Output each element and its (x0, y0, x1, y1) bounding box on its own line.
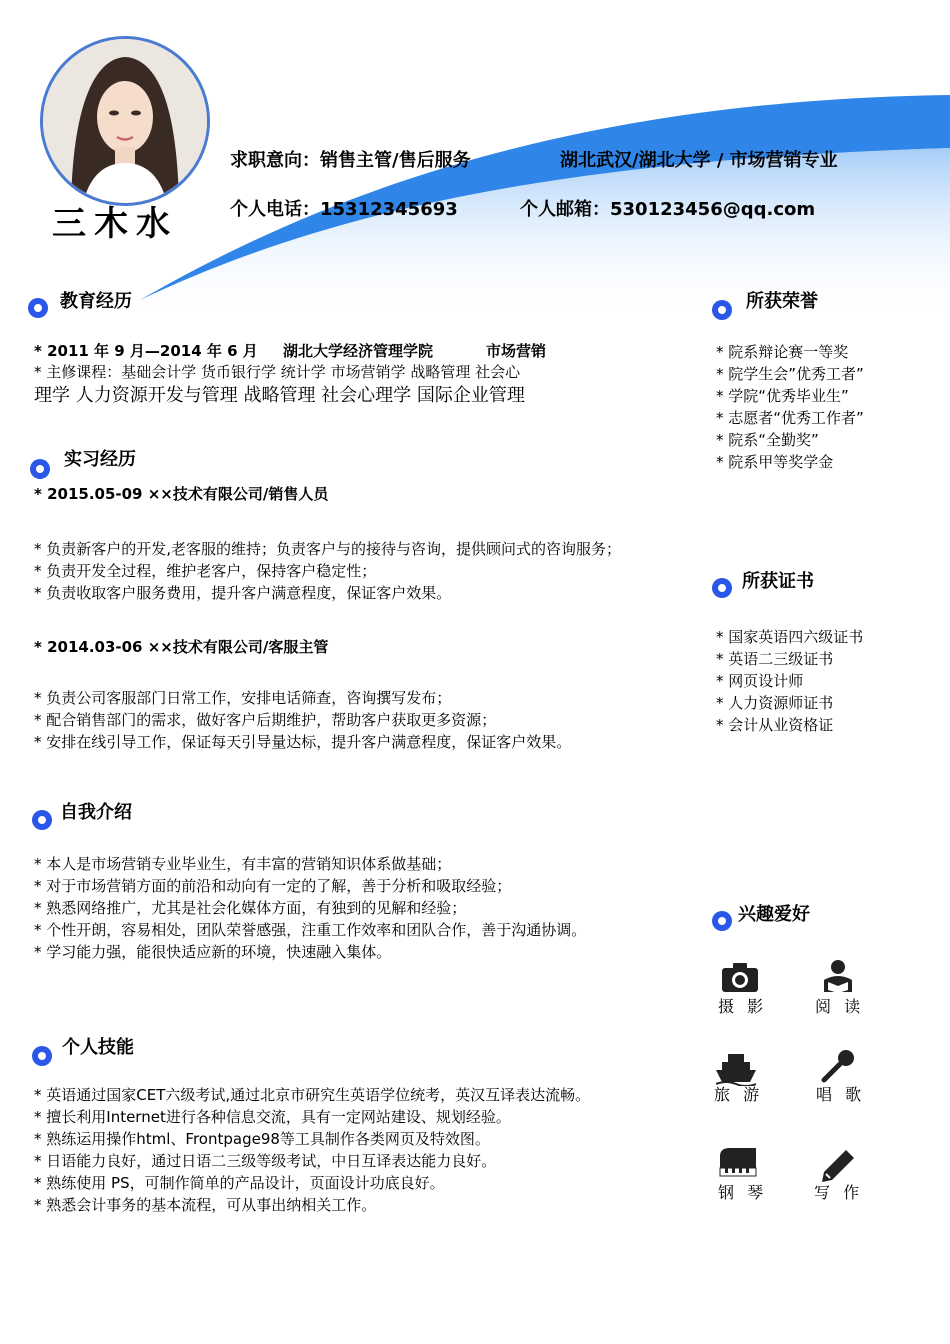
job2-item: * 配合销售部门的需求，做好客户后期维护，帮助客户获取更多资源； (34, 711, 497, 729)
job1-item: * 负责收取客户服务费用，提升客户满意程度，保证客户效果。 (34, 584, 452, 602)
skills-item: * 日语能力良好，通过日语二三级等级考试，中日互译表达能力良好。 (34, 1152, 497, 1170)
internship-title: 实习经历 (64, 449, 136, 470)
skills-item: * 英语通过国家CET六级考试,通过北京市研究生英语学位统考，英汉互译表达流畅。 (34, 1086, 591, 1104)
self-intro-item: * 熟悉网络推广，尤其是社会化媒体方面，有独到的见解和经验； (34, 899, 467, 917)
section-bullet-icon (712, 300, 732, 320)
skills-item: * 熟练运用操作html、Frontpage98等工具制作各类网页及特效图。 (34, 1130, 490, 1148)
honor-item: * 院学生会”优秀工者” (716, 365, 864, 383)
pencil-icon (818, 1148, 858, 1184)
self-intro-item: * 对于市场营销方面的前沿和动向有一定的了解，善于分析和吸取经验； (34, 877, 512, 895)
section-bullet-icon (32, 1046, 52, 1066)
hobby-label: 写 作 (814, 1183, 864, 1202)
honor-item: * 志愿者“优秀工作者” (716, 409, 864, 427)
microphone-icon (818, 1048, 858, 1084)
avatar (40, 36, 210, 206)
cert-item: * 英语二三级证书 (716, 650, 834, 668)
job-intent: 求职意向：销售主管/售后服务 (230, 150, 471, 171)
self-intro-item: * 本人是市场营销专业毕业生，有丰富的营销知识体系做基础； (34, 855, 452, 873)
hobby-label: 唱 歌 (816, 1085, 866, 1104)
camera-icon (720, 960, 760, 996)
cert-item: * 网页设计师 (716, 672, 804, 690)
self-intro-item: * 学习能力强，能很快适应新的环境，快速融入集体。 (34, 943, 392, 961)
honor-item: * 院系辩论赛一等奖 (716, 343, 849, 361)
hobby-label: 钢 琴 (718, 1183, 768, 1202)
education-school: 湖北大学经济管理学院 (283, 342, 434, 360)
self-intro-title: 自我介绍 (60, 802, 132, 823)
cert-item: * 国家英语四六级证书 (716, 628, 864, 646)
education-date: * 2011 年 9 月—2014 年 6 月 (34, 342, 258, 360)
education-title: 教育经历 (60, 291, 132, 312)
cert-item: * 会计从业资格证 (716, 716, 834, 734)
portrait-image (43, 39, 207, 203)
education-courses-cont: 理学 人力资源开发与管理 战略管理 社会心理学 国际企业管理 (34, 385, 525, 406)
skills-item: * 熟练使用 PS，可制作简单的产品设计，页面设计功底良好。 (34, 1174, 445, 1192)
education-courses: * 主修课程：基础会计学 货币银行学 统计学 市场营销学 战略管理 社会心 (34, 363, 521, 381)
job1-head: * 2015.05-09 ××技术有限公司/销售人员 (34, 485, 329, 503)
piano-icon (718, 1146, 758, 1182)
self-intro-item: * 个性开朗，容易相处，团队荣誉感强，注重工作效率和团队合作，善于沟通协调。 (34, 921, 587, 939)
candidate-name: 三木水 (52, 204, 178, 244)
skills-title: 个人技能 (62, 1037, 134, 1058)
job2-item: * 负责公司客服部门日常工作，安排电话筛查，咨询撰写发布； (34, 689, 452, 707)
education-major: 市场营销 (486, 342, 547, 360)
hobby-label: 旅 游 (714, 1085, 764, 1104)
cert-item: * 人力资源师证书 (716, 694, 834, 712)
skills-item: * 熟悉会计事务的基本流程，可从事出纳相关工作。 (34, 1196, 377, 1214)
honors-title: 所获荣誉 (746, 291, 818, 312)
location-school: 湖北武汉/湖北大学 / 市场营销专业 (560, 150, 838, 171)
job2-item: * 安排在线引导工作，保证每天引导量达标，提升客户满意程度，保证客户效果。 (34, 733, 572, 751)
phone: 个人电话：15312345693 (230, 199, 458, 220)
job2-head: * 2014.03-06 ××技术有限公司/客服主管 (34, 638, 329, 656)
reading-icon (818, 958, 858, 994)
email: 个人邮箱：530123456@qq.com (520, 199, 816, 220)
job1-item: * 负责开发全过程，维护老客户，保持客户稳定性； (34, 562, 377, 580)
certs-title: 所获证书 (742, 571, 814, 592)
section-bullet-icon (28, 298, 48, 318)
section-bullet-icon (712, 578, 732, 598)
section-bullet-icon (712, 911, 732, 931)
ship-icon (716, 1050, 756, 1086)
hobby-label: 阅 读 (815, 997, 865, 1016)
honor-item: * 学院“优秀毕业生” (716, 387, 849, 405)
hobbies-title: 兴趣爱好 (738, 904, 810, 925)
section-bullet-icon (32, 810, 52, 830)
honor-item: * 院系甲等奖学金 (716, 453, 834, 471)
hobby-label: 摄 影 (718, 997, 768, 1016)
section-bullet-icon (30, 459, 50, 479)
job1-item: * 负责新客户的开发,老客服的维持；负责客户与的接待与咨询，提供顾问式的咨询服务； (34, 540, 622, 558)
honor-item: * 院系“全勤奖” (716, 431, 819, 449)
skills-item: * 擅长利用Internet进行各种信息交流，具有一定网站建设、规划经验。 (34, 1108, 511, 1126)
